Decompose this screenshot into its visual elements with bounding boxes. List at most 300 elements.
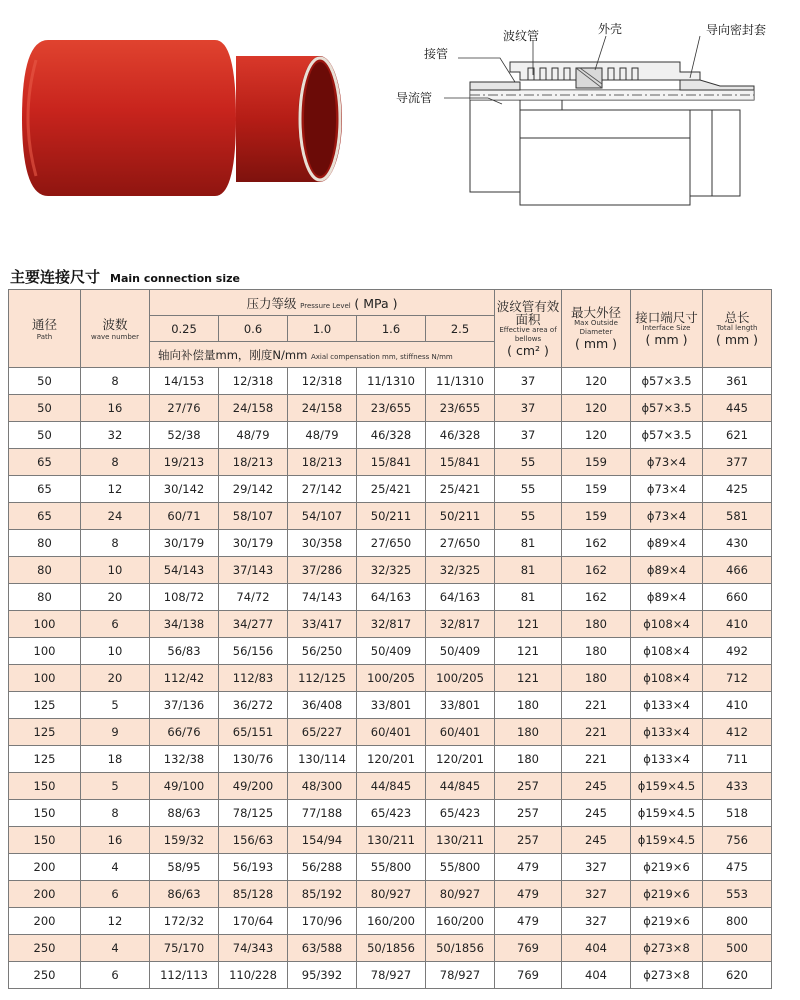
cell-p06: 58/107 <box>219 503 288 530</box>
cell-interface-size: ϕ159×4.5 <box>631 827 703 854</box>
cell-p025: 172/32 <box>150 908 219 935</box>
cell-max-diameter: 404 <box>562 935 631 962</box>
cell-p06: 112/83 <box>219 665 288 692</box>
cell-p25: 50/409 <box>426 638 495 665</box>
header-pressure-level: 压力等级 Pressure Level ( MPa ) <box>150 290 495 316</box>
cell-p06: 170/64 <box>219 908 288 935</box>
cell-max-diameter: 327 <box>562 908 631 935</box>
cell-effective-area: 55 <box>495 449 562 476</box>
cell-p10: 63/588 <box>288 935 357 962</box>
cell-path: 200 <box>9 881 81 908</box>
cell-p25: 100/205 <box>426 665 495 692</box>
header-max-diameter: 最大外径 Max Outside Diameter ( mm ) <box>562 290 631 368</box>
cell-p06: 49/200 <box>219 773 288 800</box>
cell-interface-size: ϕ89×4 <box>631 584 703 611</box>
cell-p16: 32/325 <box>357 557 426 584</box>
cell-p10: 48/300 <box>288 773 357 800</box>
header-pressure-2: 1.0 <box>288 316 357 342</box>
cell-max-diameter: 245 <box>562 773 631 800</box>
cell-p25: 32/817 <box>426 611 495 638</box>
cell-p06: 85/128 <box>219 881 288 908</box>
cell-max-diameter: 245 <box>562 827 631 854</box>
cell-path: 150 <box>9 773 81 800</box>
table-row <box>9 584 772 611</box>
cell-p025: 58/95 <box>150 854 219 881</box>
cell-path: 150 <box>9 827 81 854</box>
cell-interface-size: ϕ273×8 <box>631 935 703 962</box>
cell-total-length: 412 <box>703 719 772 746</box>
cell-wave-number: 20 <box>81 665 150 692</box>
cell-wave-number: 6 <box>81 962 150 989</box>
cell-max-diameter: 404 <box>562 962 631 989</box>
cell-p10: 154/94 <box>288 827 357 854</box>
cell-wave-number: 6 <box>81 881 150 908</box>
cell-interface-size: ϕ73×4 <box>631 476 703 503</box>
header-total-length: 总长 Total length ( mm ) <box>703 290 772 368</box>
cell-path: 50 <box>9 422 81 449</box>
cell-p25: 11/1310 <box>426 368 495 395</box>
header-interface-size: 接口端尺寸 Interface Size ( mm ) <box>631 290 703 368</box>
cell-p16: 25/421 <box>357 476 426 503</box>
cell-p025: 132/38 <box>150 746 219 773</box>
table-row <box>9 881 772 908</box>
cell-effective-area: 81 <box>495 584 562 611</box>
cell-total-length: 361 <box>703 368 772 395</box>
header-path: 通径 Path <box>9 290 81 368</box>
cell-p10: 37/286 <box>288 557 357 584</box>
cell-wave-number: 12 <box>81 476 150 503</box>
cell-effective-area: 180 <box>495 746 562 773</box>
table-row <box>9 692 772 719</box>
cell-interface-size: ϕ57×3.5 <box>631 422 703 449</box>
cell-p06: 18/213 <box>219 449 288 476</box>
cell-effective-area: 479 <box>495 854 562 881</box>
cell-p06: 74/343 <box>219 935 288 962</box>
cell-total-length: 712 <box>703 665 772 692</box>
cell-p10: 36/408 <box>288 692 357 719</box>
cell-interface-size: ϕ159×4.5 <box>631 773 703 800</box>
cell-wave-number: 24 <box>81 503 150 530</box>
cell-p025: 37/136 <box>150 692 219 719</box>
label-shell: 外壳 <box>598 22 623 36</box>
cell-p10: 85/192 <box>288 881 357 908</box>
cell-p06: 48/79 <box>219 422 288 449</box>
cell-p025: 27/76 <box>150 395 219 422</box>
table-row <box>9 611 772 638</box>
section-title-en: Main connection size <box>110 272 240 285</box>
cell-total-length: 553 <box>703 881 772 908</box>
table-row <box>9 638 772 665</box>
product-photo <box>22 40 342 196</box>
table-row <box>9 368 772 395</box>
cell-p25: 23/655 <box>426 395 495 422</box>
cell-path: 100 <box>9 611 81 638</box>
table-row <box>9 449 772 476</box>
cell-p25: 25/421 <box>426 476 495 503</box>
cell-total-length: 425 <box>703 476 772 503</box>
cell-p06: 30/179 <box>219 530 288 557</box>
cell-p10: 65/227 <box>288 719 357 746</box>
cell-p025: 159/32 <box>150 827 219 854</box>
cell-p06: 156/63 <box>219 827 288 854</box>
cell-p25: 60/401 <box>426 719 495 746</box>
cell-max-diameter: 327 <box>562 881 631 908</box>
cell-p16: 130/211 <box>357 827 426 854</box>
label-flow-guide: 导流管 <box>396 91 433 105</box>
cell-total-length: 466 <box>703 557 772 584</box>
cell-p025: 112/113 <box>150 962 219 989</box>
cell-p06: 36/272 <box>219 692 288 719</box>
cell-p25: 27/650 <box>426 530 495 557</box>
cell-p10: 56/288 <box>288 854 357 881</box>
cell-wave-number: 9 <box>81 719 150 746</box>
cell-max-diameter: 159 <box>562 449 631 476</box>
cell-interface-size: ϕ73×4 <box>631 503 703 530</box>
section-title-cn: 主要连接尺寸 <box>10 268 101 286</box>
cell-wave-number: 12 <box>81 908 150 935</box>
cell-p25: 15/841 <box>426 449 495 476</box>
cell-p025: 49/100 <box>150 773 219 800</box>
cell-p025: 14/153 <box>150 368 219 395</box>
cell-path: 125 <box>9 692 81 719</box>
table-row <box>9 935 772 962</box>
label-connector: 接管 <box>424 47 449 61</box>
cell-path: 125 <box>9 746 81 773</box>
cell-interface-size: ϕ219×6 <box>631 881 703 908</box>
cell-path: 50 <box>9 368 81 395</box>
cell-p025: 54/143 <box>150 557 219 584</box>
table-row <box>9 854 772 881</box>
cell-interface-size: ϕ108×4 <box>631 665 703 692</box>
cell-interface-size: ϕ133×4 <box>631 692 703 719</box>
table-row <box>9 719 772 746</box>
cell-wave-number: 5 <box>81 773 150 800</box>
cell-p16: 46/328 <box>357 422 426 449</box>
cell-p10: 77/188 <box>288 800 357 827</box>
cell-p16: 65/423 <box>357 800 426 827</box>
cell-effective-area: 257 <box>495 827 562 854</box>
table-row <box>9 800 772 827</box>
cell-wave-number: 6 <box>81 611 150 638</box>
cell-effective-area: 479 <box>495 908 562 935</box>
table-row <box>9 503 772 530</box>
cell-p025: 52/38 <box>150 422 219 449</box>
cell-p25: 130/211 <box>426 827 495 854</box>
cell-max-diameter: 180 <box>562 638 631 665</box>
cell-total-length: 433 <box>703 773 772 800</box>
cell-max-diameter: 221 <box>562 746 631 773</box>
cell-interface-size: ϕ133×4 <box>631 719 703 746</box>
cell-p025: 112/42 <box>150 665 219 692</box>
cell-interface-size: ϕ89×4 <box>631 557 703 584</box>
cell-effective-area: 37 <box>495 368 562 395</box>
cell-effective-area: 121 <box>495 611 562 638</box>
cell-total-length: 500 <box>703 935 772 962</box>
cell-p10: 56/250 <box>288 638 357 665</box>
cell-total-length: 800 <box>703 908 772 935</box>
cell-p16: 23/655 <box>357 395 426 422</box>
cell-p16: 44/845 <box>357 773 426 800</box>
cell-p10: 54/107 <box>288 503 357 530</box>
cell-path: 200 <box>9 908 81 935</box>
cell-max-diameter: 221 <box>562 692 631 719</box>
cell-p25: 64/163 <box>426 584 495 611</box>
cell-max-diameter: 221 <box>562 719 631 746</box>
cell-total-length: 660 <box>703 584 772 611</box>
cell-p025: 86/63 <box>150 881 219 908</box>
cell-p10: 30/358 <box>288 530 357 557</box>
cell-max-diameter: 120 <box>562 368 631 395</box>
cell-p025: 60/71 <box>150 503 219 530</box>
header-effective-area: 波纹管有效面积 Effective area of bellows ( cm² ) <box>495 290 562 368</box>
cell-p25: 65/423 <box>426 800 495 827</box>
cell-effective-area: 180 <box>495 719 562 746</box>
table-row <box>9 422 772 449</box>
cell-p25: 120/201 <box>426 746 495 773</box>
cell-path: 250 <box>9 962 81 989</box>
label-guide-seal: 导向密封套 <box>706 23 767 37</box>
cell-max-diameter: 180 <box>562 611 631 638</box>
cell-p06: 24/158 <box>219 395 288 422</box>
cell-wave-number: 18 <box>81 746 150 773</box>
cell-path: 50 <box>9 395 81 422</box>
cell-p25: 78/927 <box>426 962 495 989</box>
cell-effective-area: 37 <box>495 395 562 422</box>
cell-p025: 66/76 <box>150 719 219 746</box>
cell-p10: 112/125 <box>288 665 357 692</box>
cell-p16: 50/409 <box>357 638 426 665</box>
cell-max-diameter: 159 <box>562 476 631 503</box>
cell-max-diameter: 180 <box>562 665 631 692</box>
cell-p10: 74/143 <box>288 584 357 611</box>
cell-p16: 27/650 <box>357 530 426 557</box>
cell-p16: 33/801 <box>357 692 426 719</box>
cell-p10: 24/158 <box>288 395 357 422</box>
hero-figure <box>0 0 800 255</box>
cell-max-diameter: 327 <box>562 854 631 881</box>
cell-p06: 110/228 <box>219 962 288 989</box>
cell-total-length: 581 <box>703 503 772 530</box>
cell-wave-number: 20 <box>81 584 150 611</box>
cell-max-diameter: 120 <box>562 422 631 449</box>
cell-total-length: 475 <box>703 854 772 881</box>
cell-effective-area: 55 <box>495 503 562 530</box>
header-axial-compensation: 轴向补偿量mm，刚度N/mm Axial compensation mm, stiffness N/mm <box>150 342 495 368</box>
section-title <box>10 266 240 286</box>
cell-p10: 18/213 <box>288 449 357 476</box>
cell-path: 100 <box>9 638 81 665</box>
cell-wave-number: 32 <box>81 422 150 449</box>
cell-wave-number: 4 <box>81 854 150 881</box>
cell-effective-area: 180 <box>495 692 562 719</box>
label-bellows: 波纹管 <box>503 29 540 43</box>
cell-path: 250 <box>9 935 81 962</box>
cell-p16: 120/201 <box>357 746 426 773</box>
cell-p10: 170/96 <box>288 908 357 935</box>
cell-interface-size: ϕ273×8 <box>631 962 703 989</box>
cell-p16: 50/1856 <box>357 935 426 962</box>
cell-p10: 12/318 <box>288 368 357 395</box>
cell-p06: 65/151 <box>219 719 288 746</box>
cell-path: 200 <box>9 854 81 881</box>
cell-effective-area: 37 <box>495 422 562 449</box>
cell-p025: 30/142 <box>150 476 219 503</box>
cell-p10: 95/392 <box>288 962 357 989</box>
cell-total-length: 377 <box>703 449 772 476</box>
cell-p06: 37/143 <box>219 557 288 584</box>
header-pressure-4: 2.5 <box>426 316 495 342</box>
cell-effective-area: 121 <box>495 638 562 665</box>
cell-total-length: 492 <box>703 638 772 665</box>
cell-max-diameter: 162 <box>562 584 631 611</box>
cell-p025: 19/213 <box>150 449 219 476</box>
cell-p06: 74/72 <box>219 584 288 611</box>
connection-size-table <box>8 289 772 989</box>
cell-total-length: 410 <box>703 692 772 719</box>
cell-p10: 48/79 <box>288 422 357 449</box>
cell-wave-number: 8 <box>81 530 150 557</box>
cell-p16: 80/927 <box>357 881 426 908</box>
cell-path: 65 <box>9 503 81 530</box>
header-pressure-3: 1.6 <box>357 316 426 342</box>
cell-total-length: 620 <box>703 962 772 989</box>
cell-total-length: 445 <box>703 395 772 422</box>
cell-interface-size: ϕ219×6 <box>631 908 703 935</box>
table-row <box>9 395 772 422</box>
cell-path: 100 <box>9 665 81 692</box>
cell-interface-size: ϕ89×4 <box>631 530 703 557</box>
cell-p025: 88/63 <box>150 800 219 827</box>
cell-p16: 15/841 <box>357 449 426 476</box>
cross-section-diagram <box>444 36 754 205</box>
cell-p25: 46/328 <box>426 422 495 449</box>
table-row <box>9 530 772 557</box>
cell-interface-size: ϕ57×3.5 <box>631 368 703 395</box>
cell-interface-size: ϕ108×4 <box>631 611 703 638</box>
cell-p025: 108/72 <box>150 584 219 611</box>
cell-interface-size: ϕ133×4 <box>631 746 703 773</box>
cell-max-diameter: 120 <box>562 395 631 422</box>
cell-p025: 34/138 <box>150 611 219 638</box>
cell-wave-number: 16 <box>81 827 150 854</box>
cell-wave-number: 8 <box>81 800 150 827</box>
cell-p25: 80/927 <box>426 881 495 908</box>
cell-p16: 64/163 <box>357 584 426 611</box>
cell-p06: 56/156 <box>219 638 288 665</box>
cell-effective-area: 81 <box>495 530 562 557</box>
cell-p06: 29/142 <box>219 476 288 503</box>
cell-p25: 160/200 <box>426 908 495 935</box>
table-body <box>9 368 772 989</box>
table-row <box>9 557 772 584</box>
cell-p25: 44/845 <box>426 773 495 800</box>
cell-p10: 130/114 <box>288 746 357 773</box>
cell-total-length: 430 <box>703 530 772 557</box>
table-row <box>9 908 772 935</box>
cell-effective-area: 121 <box>495 665 562 692</box>
cell-interface-size: ϕ57×3.5 <box>631 395 703 422</box>
cell-total-length: 410 <box>703 611 772 638</box>
cell-interface-size: ϕ159×4.5 <box>631 800 703 827</box>
cell-wave-number: 4 <box>81 935 150 962</box>
cell-interface-size: ϕ219×6 <box>631 854 703 881</box>
cell-total-length: 518 <box>703 800 772 827</box>
table-row <box>9 962 772 989</box>
cell-path: 80 <box>9 557 81 584</box>
cell-p25: 33/801 <box>426 692 495 719</box>
cell-path: 65 <box>9 476 81 503</box>
cell-effective-area: 769 <box>495 935 562 962</box>
cell-max-diameter: 162 <box>562 557 631 584</box>
cell-wave-number: 16 <box>81 395 150 422</box>
cell-path: 150 <box>9 800 81 827</box>
cell-p16: 160/200 <box>357 908 426 935</box>
cell-max-diameter: 159 <box>562 503 631 530</box>
cell-wave-number: 8 <box>81 368 150 395</box>
cell-interface-size: ϕ108×4 <box>631 638 703 665</box>
cell-p25: 55/800 <box>426 854 495 881</box>
cell-p06: 78/125 <box>219 800 288 827</box>
cell-effective-area: 257 <box>495 773 562 800</box>
cell-p06: 130/76 <box>219 746 288 773</box>
cell-p06: 12/318 <box>219 368 288 395</box>
cell-effective-area: 55 <box>495 476 562 503</box>
header-pressure-0: 0.25 <box>150 316 219 342</box>
cell-path: 125 <box>9 719 81 746</box>
cell-p16: 78/927 <box>357 962 426 989</box>
cell-path: 80 <box>9 584 81 611</box>
cell-p10: 27/142 <box>288 476 357 503</box>
cell-p16: 50/211 <box>357 503 426 530</box>
cell-p10: 33/417 <box>288 611 357 638</box>
cell-effective-area: 769 <box>495 962 562 989</box>
cell-p06: 56/193 <box>219 854 288 881</box>
cell-interface-size: ϕ73×4 <box>631 449 703 476</box>
table-row <box>9 476 772 503</box>
cell-effective-area: 81 <box>495 557 562 584</box>
cell-p25: 50/1856 <box>426 935 495 962</box>
header-wave-number: 波数 wave number <box>81 290 150 368</box>
cell-p16: 100/205 <box>357 665 426 692</box>
table-row <box>9 773 772 800</box>
cell-wave-number: 10 <box>81 638 150 665</box>
cell-p16: 11/1310 <box>357 368 426 395</box>
cell-path: 80 <box>9 530 81 557</box>
cell-effective-area: 479 <box>495 881 562 908</box>
cell-p16: 60/401 <box>357 719 426 746</box>
table-row <box>9 665 772 692</box>
cell-p025: 30/179 <box>150 530 219 557</box>
cell-p25: 32/325 <box>426 557 495 584</box>
cell-p06: 34/277 <box>219 611 288 638</box>
cell-p025: 75/170 <box>150 935 219 962</box>
cell-p25: 50/211 <box>426 503 495 530</box>
cell-wave-number: 10 <box>81 557 150 584</box>
cell-max-diameter: 245 <box>562 800 631 827</box>
cell-effective-area: 257 <box>495 800 562 827</box>
cell-p16: 32/817 <box>357 611 426 638</box>
cell-wave-number: 5 <box>81 692 150 719</box>
cell-path: 65 <box>9 449 81 476</box>
cell-p16: 55/800 <box>357 854 426 881</box>
header-pressure-1: 0.6 <box>219 316 288 342</box>
cell-total-length: 756 <box>703 827 772 854</box>
cell-total-length: 621 <box>703 422 772 449</box>
table-row <box>9 827 772 854</box>
cell-p025: 56/83 <box>150 638 219 665</box>
table-row <box>9 746 772 773</box>
cell-max-diameter: 162 <box>562 530 631 557</box>
